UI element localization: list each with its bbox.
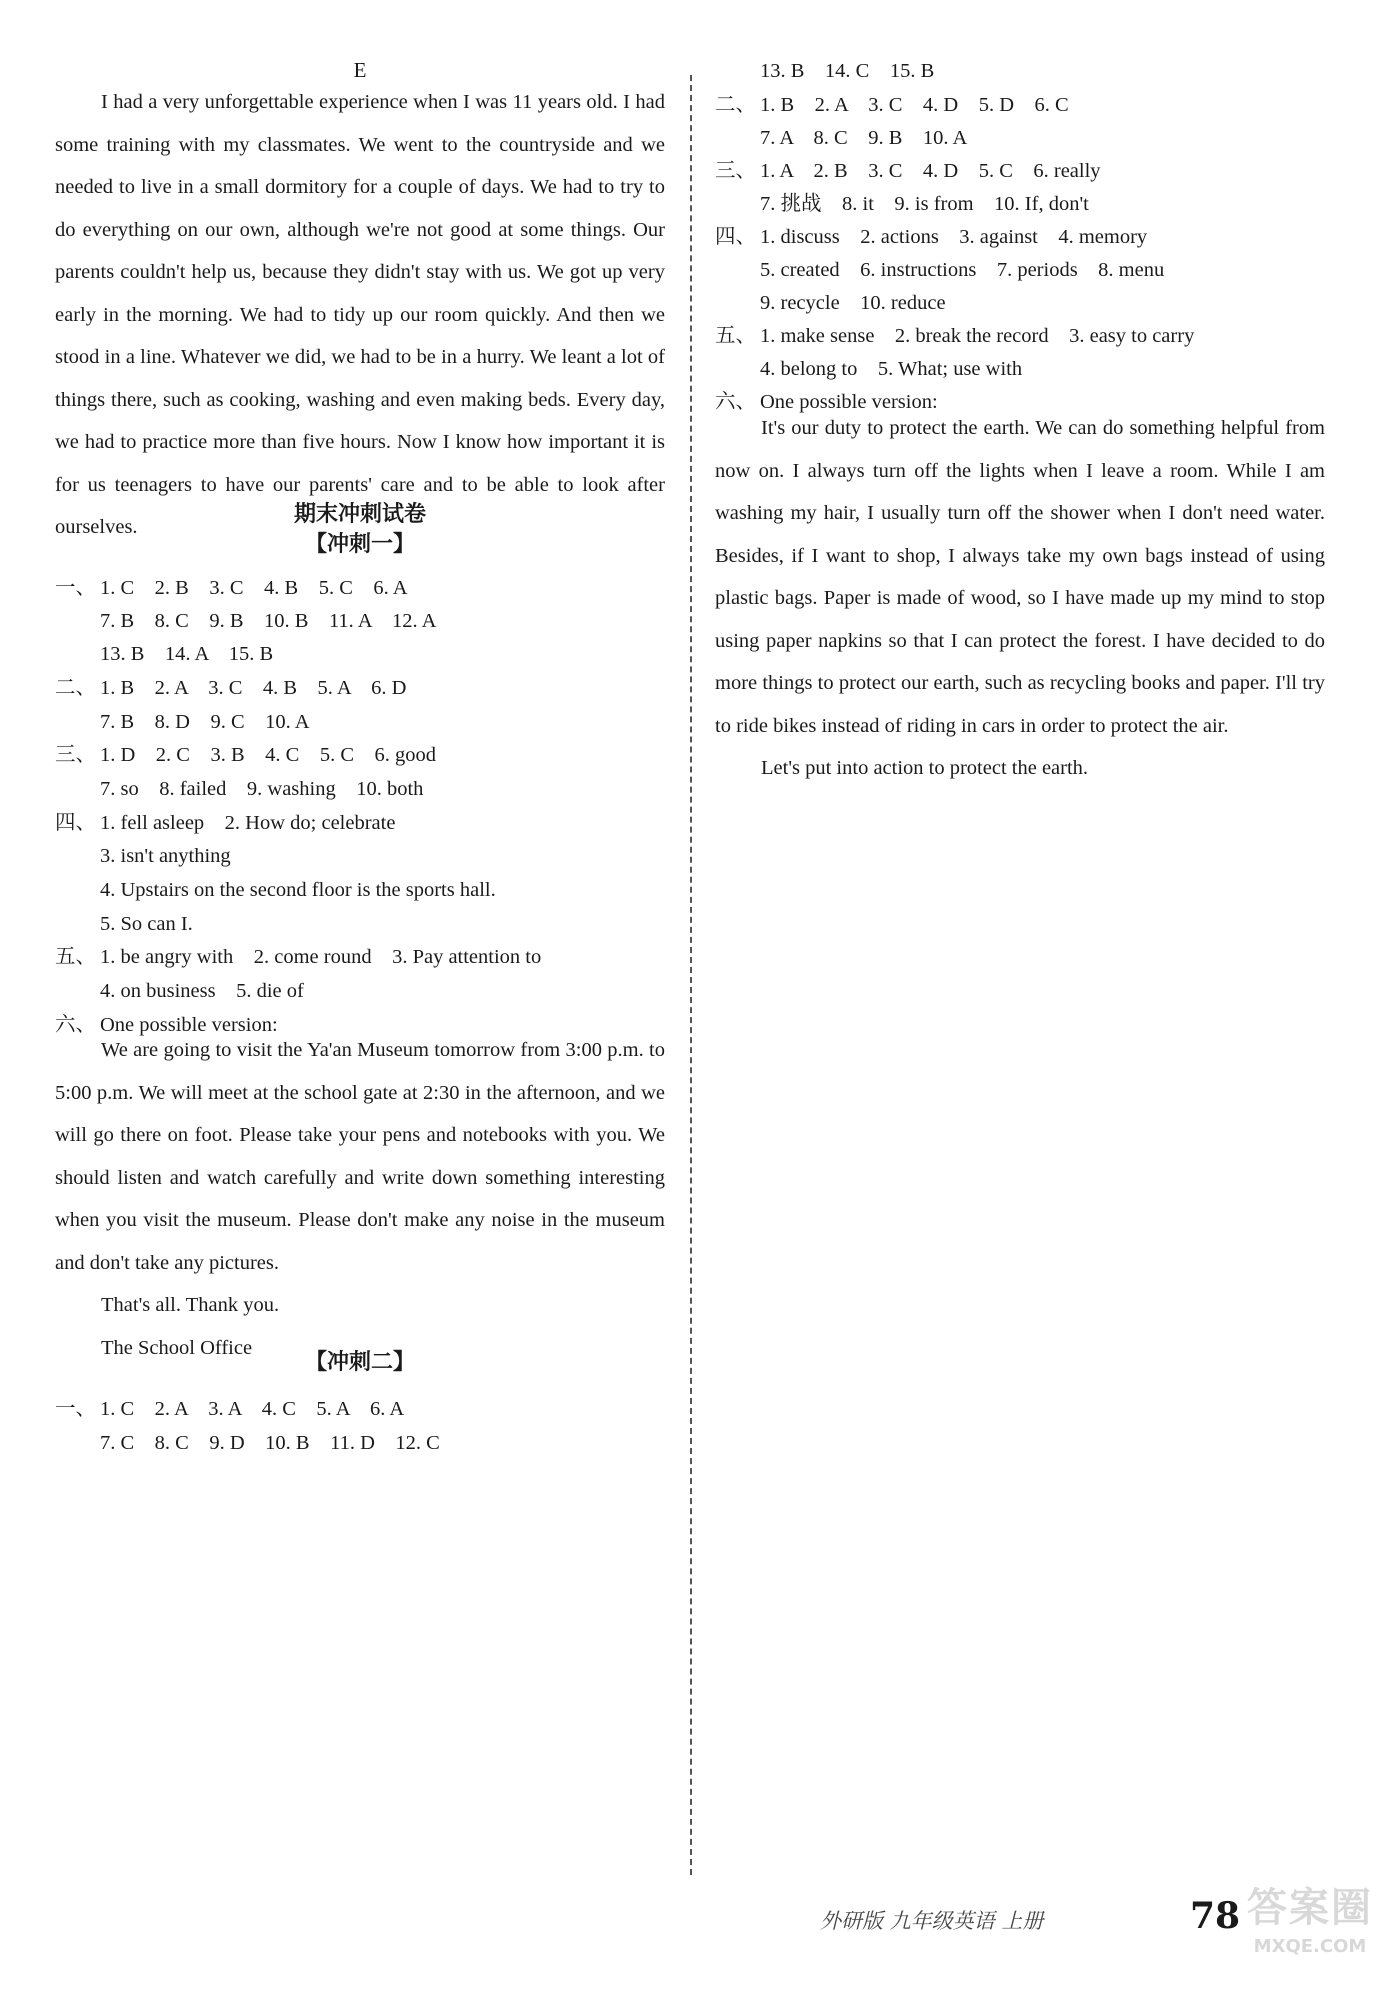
r-three-row1 xyxy=(715,158,1101,184)
answers: 1. be angry with 2. come round 3. Pay attention to xyxy=(100,946,542,968)
r-one-row3 xyxy=(715,58,934,84)
answers: 4. Upstairs on the second floor is the sports hall. xyxy=(100,879,496,901)
r-four-row1 xyxy=(715,224,1147,250)
exam-title: 期末冲刺试卷 xyxy=(293,502,426,527)
answers: 1. A 2. B 3. C 4. D 5. C 6. really xyxy=(760,160,1101,182)
s1-two-row2 xyxy=(55,709,310,735)
s1-four-row1 xyxy=(55,810,395,836)
answers: 13. B 14. A 15. B xyxy=(100,643,274,665)
essay2-end: Let's put into action to protect the earth. xyxy=(761,757,1089,779)
s1-one-row2 xyxy=(55,608,436,634)
passage-e xyxy=(55,81,665,549)
column-divider xyxy=(690,75,692,1875)
answers: 1. fell asleep 2. How do; celebrate xyxy=(100,812,396,834)
essay1-text: We are going to visit the Ya'an Museum tomorrow from 3:00 p.m. to 5:00 p.m. We will meet at the school gate at 2:30 in the afternoon, and we will go there on foot. Please take your pens and notebooks with you. We should listen and watch carefully and write down something interesting when you visit the museum. Please don't make any noise in the museum and don't take any pictures. xyxy=(55,1039,665,1274)
answers: 1. B 2. A 3. C 4. D 5. D 6. C xyxy=(760,94,1069,116)
answers: 5. created 6. instructions 7. periods 8. menu xyxy=(760,259,1165,281)
essay2 xyxy=(715,407,1325,790)
answers: 5. So can I. xyxy=(100,913,193,935)
s1-three-row2 xyxy=(55,776,423,802)
sprint1-title: 【冲刺一】 xyxy=(304,532,415,557)
essay2-text: It's our duty to protect the earth. We can do something helpful from now on. I always turn off the lights when I leave a room. While I am washing my hair, I usually turn off the shower when I don't need water. Besides, if I want to shop, I always take my own bags instead of using plastic bags. Paper is made of wood, so I have made up my mind to stop using paper napkins so that I can protect the forest. I have decided to do more things to protect our earth, such as recycling books and paper. I'll try to ride bikes instead of riding in cars in order to protect the air. xyxy=(715,417,1325,737)
r-two-row2 xyxy=(715,125,967,151)
answers: 7. C 8. C 9. D 10. B 11. D 12. C xyxy=(100,1432,440,1454)
answers: 1. B 2. A 3. C 4. B 5. A 6. D xyxy=(100,677,407,699)
essay1-sign: The School Office xyxy=(101,1336,253,1359)
watermark-top: 答案圈 xyxy=(1247,1885,1373,1931)
sprint2-title: 【冲刺二】 xyxy=(304,1350,415,1375)
s1-four-row3 xyxy=(55,877,496,903)
section-label: 四、 xyxy=(715,226,756,248)
r-five-row2 xyxy=(715,356,1022,382)
s1-three-row1 xyxy=(55,742,436,768)
answers: 13. B 14. C 15. B xyxy=(760,60,935,82)
s1-five-row2 xyxy=(55,978,304,1004)
answers: 7. so 8. failed 9. washing 10. both xyxy=(100,778,424,800)
intro: One possible version: xyxy=(760,391,938,413)
r-five-row1 xyxy=(715,323,1194,349)
answers: 9. recycle 10. reduce xyxy=(760,292,946,314)
section-label: 六、 xyxy=(55,1014,96,1036)
section-label: 五、 xyxy=(55,946,96,968)
section-label: 一、 xyxy=(55,1398,96,1420)
watermark-logo xyxy=(1245,1880,1375,1990)
s1-four-row4 xyxy=(55,911,193,937)
s2-one-row1 xyxy=(55,1396,404,1422)
section-label: 五、 xyxy=(715,325,756,347)
section-label: 三、 xyxy=(715,160,756,182)
r-two-row1 xyxy=(715,92,1069,118)
passage-title: E xyxy=(353,58,367,82)
essay1 xyxy=(55,1029,665,1369)
answers: 1. C 2. A 3. A 4. C 5. A 6. A xyxy=(100,1398,405,1420)
section-label: 六、 xyxy=(715,391,756,413)
s1-four-row2 xyxy=(55,843,231,869)
section-label: 一、 xyxy=(55,577,96,599)
watermark-bottom: MXQE.COM xyxy=(1253,1936,1367,1957)
section-label: 三、 xyxy=(55,744,96,766)
essay1-closing: That's all. Thank you. xyxy=(101,1294,280,1316)
footer-book-title: 外研版 九年级英语 上册 xyxy=(820,1909,1044,1933)
intro: One possible version: xyxy=(100,1014,278,1036)
s2-one-row2 xyxy=(55,1430,440,1456)
passage-text: I had a very unforgettable experience when I was 11 years old. I had some training with my classmates. We went to the countryside and we needed to live in a small dormitory for a couple of days. We had to try to do everything on our own, although we're not good at some things. Our parents couldn't help us, because they didn't stay with us. We got up very early in the morning. We had to tidy up our room quickly. And then we stood in a line. Whatever we did, we had to be in a hurry. We leant a lot of things there, such as cooking, washing and even making beds. Every day, we had to practice more than five hours. Now I know how important it is for us teenagers to have our parents' care and to be able to look after ourselves. xyxy=(55,91,665,538)
answers: 7. B 8. C 9. B 10. B 11. A 12. A xyxy=(100,610,437,632)
answers: 4. belong to 5. What; use with xyxy=(760,358,1023,380)
r-three-row2 xyxy=(715,191,1089,217)
s1-five-row1 xyxy=(55,944,541,970)
answers: 1. make sense 2. break the record 3. easy to carry xyxy=(760,325,1195,347)
s1-one-row3 xyxy=(55,641,273,667)
s1-one-row1 xyxy=(55,575,408,601)
answers: 4. on business 5. die of xyxy=(100,980,304,1002)
answers: 1. C 2. B 3. C 4. B 5. C 6. A xyxy=(100,577,408,599)
r-four-row2 xyxy=(715,257,1164,283)
section-label: 四、 xyxy=(55,812,96,834)
r-four-row3 xyxy=(715,290,946,316)
answers: 7. B 8. D 9. C 10. A xyxy=(100,711,310,733)
answers: 1. D 2. C 3. B 4. C 5. C 6. good xyxy=(100,744,436,766)
section-label: 二、 xyxy=(715,94,756,116)
answers: 7. 挑战 8. it 9. is from 10. If, don't xyxy=(760,193,1089,215)
section-label: 二、 xyxy=(55,677,96,699)
answers: 7. A 8. C 9. B 10. A xyxy=(760,127,968,149)
answers: 3. isn't anything xyxy=(100,845,231,867)
answers: 1. discuss 2. actions 3. against 4. memory xyxy=(760,226,1148,248)
s1-two-row1 xyxy=(55,675,406,701)
page-number: 78 xyxy=(1190,1895,1241,1937)
